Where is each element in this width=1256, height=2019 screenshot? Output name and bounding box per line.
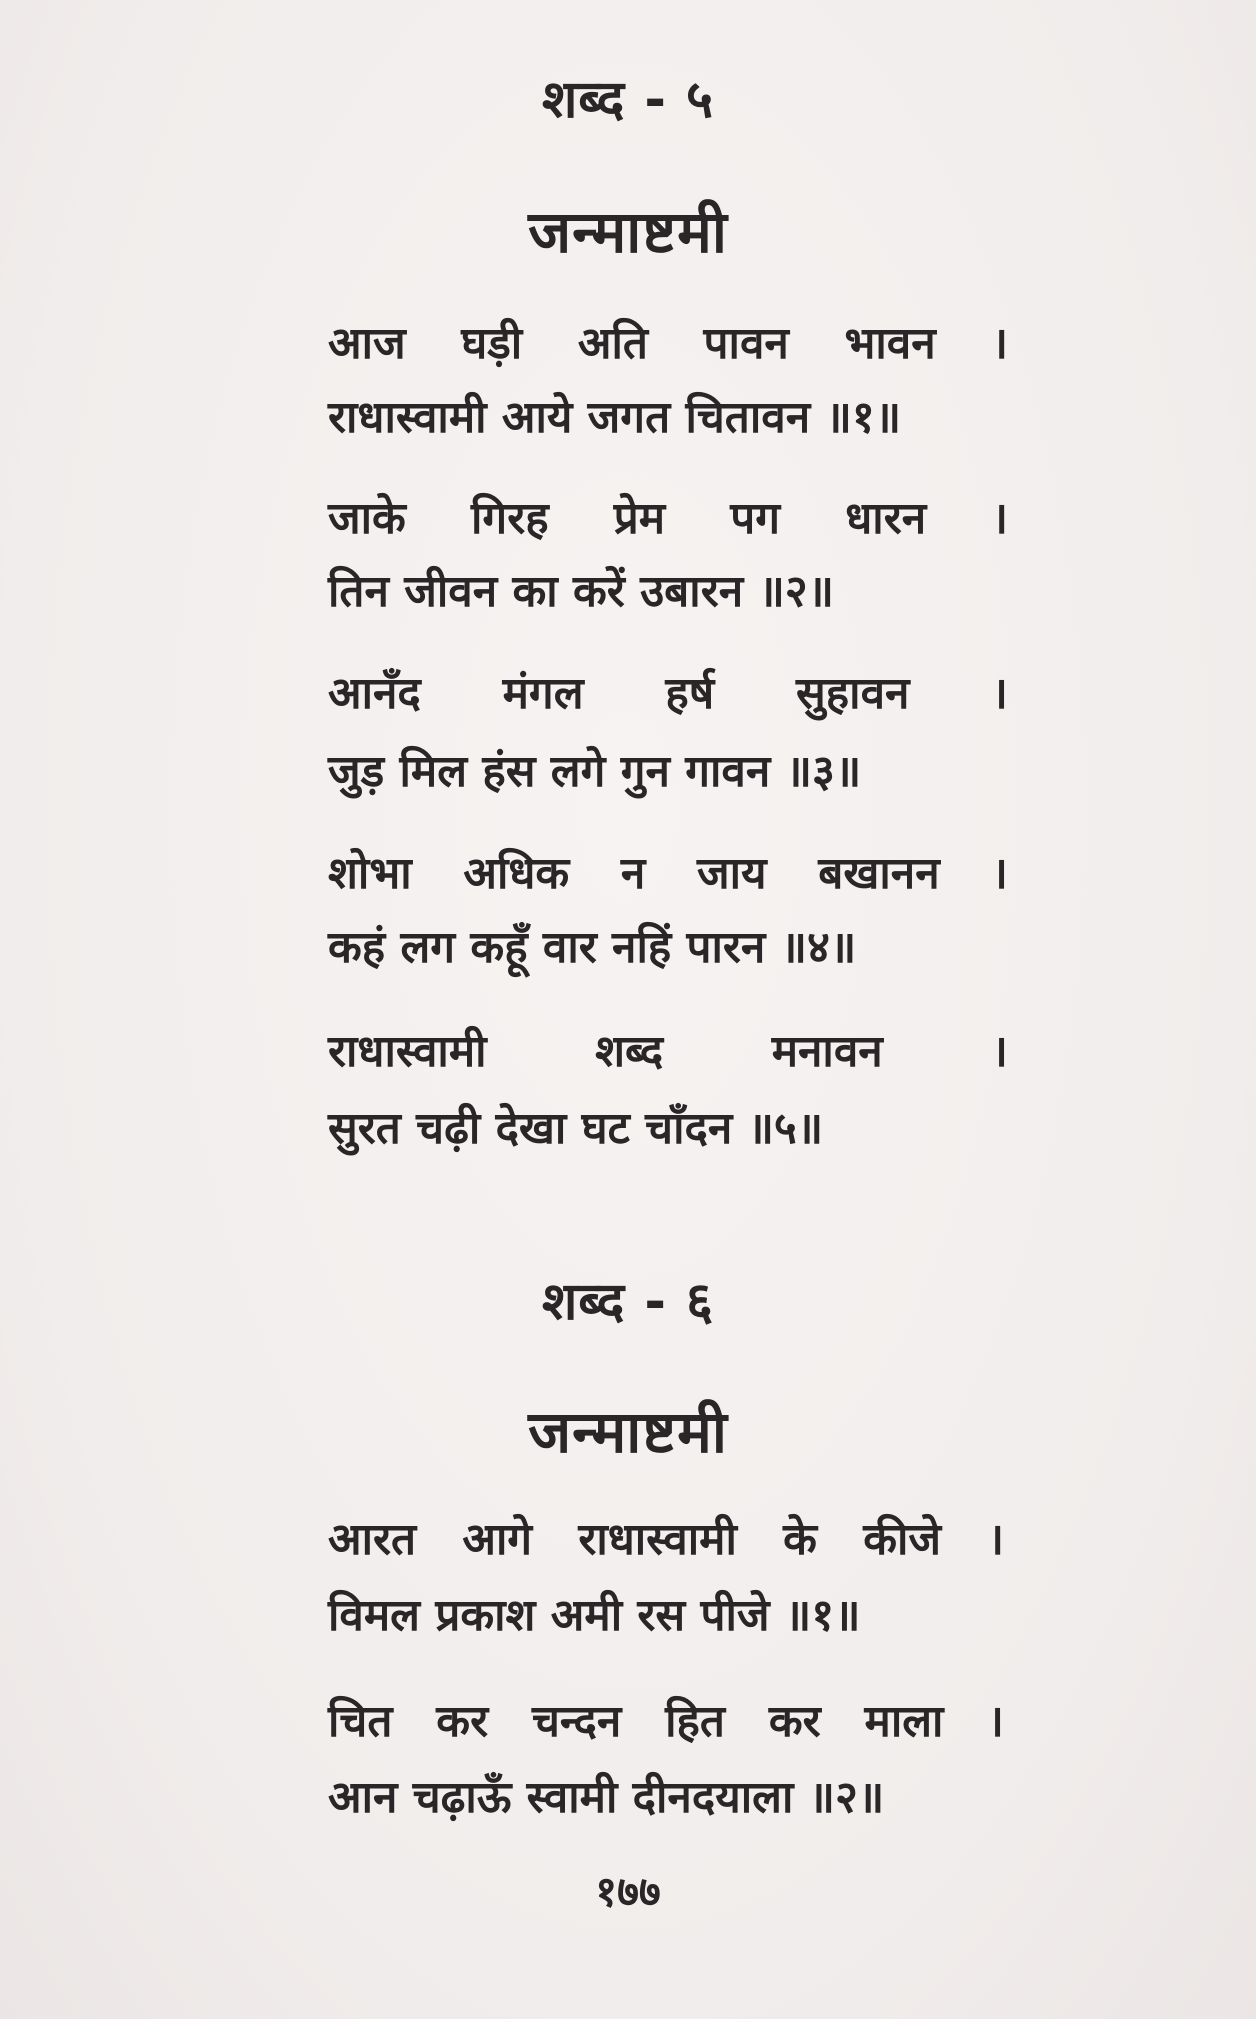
verse-line: शोभा अधिक न जाय बखानन । xyxy=(328,848,1008,899)
verse-line: आन चढ़ाऊँ स्वामी दीनदयाला ॥२॥ xyxy=(328,1772,885,1823)
verse-line: राधास्वामी आये जगत चितावन ॥१॥ xyxy=(328,392,902,443)
verse-line: राधास्वामी शब्द मनावन । xyxy=(328,1026,1008,1077)
occasion-title-2: जन्माष्टमी xyxy=(528,1398,728,1466)
verse-line: आरत आगे राधास्वामी के कीजे । xyxy=(328,1514,1004,1565)
page-number: १७७ xyxy=(595,1867,661,1916)
verse-line: विमल प्रकाश अमी रस पीजे ॥१॥ xyxy=(328,1590,861,1641)
verse-line: आनँद मंगल हर्ष सुहावन । xyxy=(328,668,1008,719)
verse-line: कहं लग कहूँ वार नहिं पारन ॥४॥ xyxy=(328,922,857,973)
verse-line: सुरत चढ़ी देखा घट चाँदन ॥५॥ xyxy=(328,1103,824,1154)
verse-line: आज घड़ी अति पावन भावन । xyxy=(328,318,1008,369)
shabd-title-1: शब्द - ५ xyxy=(541,70,715,130)
shabd-title-2: शब्द - ६ xyxy=(541,1272,715,1332)
verse-line: चित कर चन्दन हित कर माला । xyxy=(328,1696,1004,1747)
verse-line: जुड़ मिल हंस लगे गुन गावन ॥३॥ xyxy=(328,746,862,797)
occasion-title-1: जन्माष्टमी xyxy=(528,198,728,266)
verse-line: तिन जीवन का करें उबारन ॥२॥ xyxy=(328,566,835,617)
verse-line: जाके गिरह प्रेम पग धारन । xyxy=(328,493,1008,544)
